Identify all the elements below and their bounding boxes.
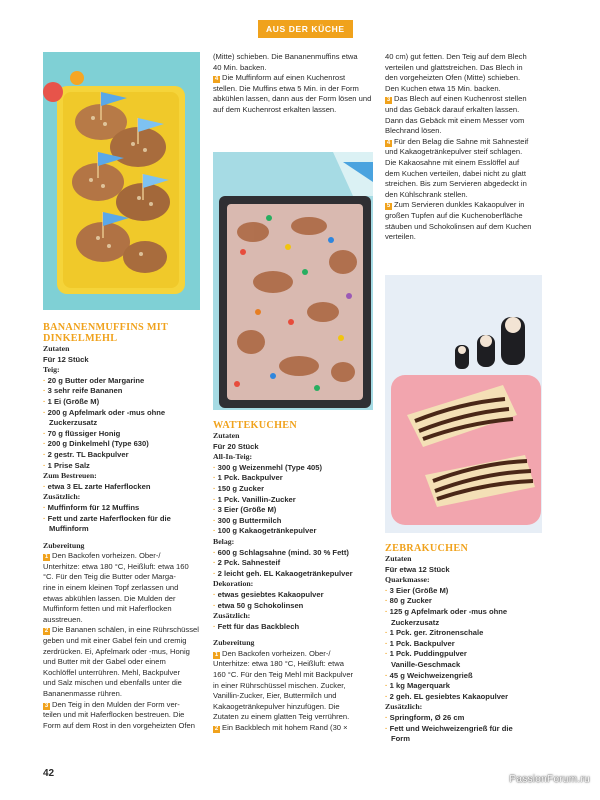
subheader: Zusätzlich: <box>213 611 251 621</box>
step-text-line: 3 Den Teig in den Mulden der Form ver- <box>44 699 180 709</box>
page-number: 42 <box>43 768 55 779</box>
bullet-dash: · <box>213 526 218 536</box>
ingredient-item: · Muffinform für 12 Muffins <box>43 502 140 512</box>
bullet-dash: · <box>43 481 48 491</box>
step-number-badge: 4 <box>386 139 391 146</box>
step-text-line: Zutaten zu einem glatten Teig verrühren. <box>213 712 350 722</box>
bullet-dash: · <box>43 513 48 523</box>
step-text-line: 4 Für den Belag die Sahne mit Sahnesteif <box>386 136 529 146</box>
column-2 <box>213 420 375 734</box>
subheader: Belag: <box>213 536 235 546</box>
ingredient-item: · 1 Pck. Backpulver <box>385 638 455 648</box>
step-text-line: und Kakaogetränkepulver steif schlagen. <box>385 147 523 157</box>
step-number-badge: 2 <box>214 726 219 733</box>
step-text-line: Kakaogetränkepulver hinzufügen. Die <box>213 701 340 711</box>
section-tag: AUS DER KÜCHE <box>258 20 353 38</box>
bullet-dash: · <box>385 596 390 606</box>
bullet-dash: · <box>385 638 390 648</box>
step-number-badge: 1 <box>214 651 219 658</box>
subheader: Teig: <box>43 365 60 375</box>
step-text-line: 1 Den Backofen vorheizen. Ober-/ <box>214 648 331 658</box>
bullet-dash: · <box>213 494 218 504</box>
bullet-dash: · <box>385 649 390 659</box>
bullet-dash: · <box>213 515 218 525</box>
step-text-line: rine in einem kleinen Topf zerlassen und <box>43 583 179 593</box>
bullet-dash: · <box>43 396 48 406</box>
step-text-line: verteilen. <box>385 232 416 242</box>
step-text-line: 2 Die Bananen schälen, in eine Rührschüssel <box>44 625 199 635</box>
step-number-badge: 5 <box>386 203 391 210</box>
step-text-line: 1 Den Backofen vorheizen. Ober-/ <box>44 551 161 561</box>
ingredient-item: · 1 Pck. Puddingpulver <box>385 649 467 659</box>
step-text-line: Unterhitze: etwa 180 °C, Heißluft: etwa <box>213 659 344 669</box>
recipe-title: DINKELMEHL <box>43 333 118 344</box>
ingredient-item: Zuckerzusatz <box>49 418 98 428</box>
ingredient-item: Form <box>391 734 410 744</box>
bullet-dash: · <box>213 558 218 568</box>
bullet-dash: · <box>43 449 48 459</box>
step-text-line: etwas abkühlen lassen. Die Mulden der <box>43 593 176 603</box>
ingredient-item: · 1 kg Magerquark <box>385 681 450 691</box>
step-text-line: (Mitte) schieben. Die Bananenmuffins etwa <box>213 52 358 61</box>
bullet-dash: · <box>385 681 390 691</box>
step-text-line: Die Kakaosahne mit einem Esslöffel auf <box>385 157 520 167</box>
wattekuchen-photo <box>213 152 373 410</box>
subheader: Zum Bestreuen: <box>43 471 97 481</box>
column-3 <box>385 543 545 745</box>
bullet-dash: · <box>43 386 48 396</box>
step-text-line: und das Gebäck darauf erkalten lassen. <box>385 104 520 114</box>
ingredient-item: · 2 leicht geh. EL Kakaogetränkepulver <box>213 568 353 578</box>
step-text-line: Form auf dem Rost in den vorgeheizten Ofen <box>43 720 195 730</box>
ingredient-item: · 70 g flüssiger Honig <box>43 428 121 438</box>
ingredient-item: · 2 Pck. Sahnesteif <box>213 558 281 568</box>
ingredient-item: · 100 g Kakaogetränkepulver <box>213 526 317 536</box>
recipe-title: BANANENMUFFINS MIT <box>43 322 169 333</box>
preparation-header: Zubereitung <box>43 540 85 550</box>
bullet-dash: · <box>43 502 48 512</box>
step-number-badge: 4 <box>214 76 219 83</box>
bullet-dash: · <box>213 600 218 610</box>
step-text-line: ausstreuen. <box>43 614 83 624</box>
step-text-line: teilen und mit Haferflocken bestreuen. Die <box>43 710 185 720</box>
bullet-dash: · <box>385 670 390 680</box>
step-text-line: 40 Min. backen. <box>213 62 267 72</box>
bullet-dash: · <box>213 462 218 472</box>
recipe-title: ZEBRAKUCHEN <box>385 543 469 554</box>
servings: Für 12 Stück <box>43 354 89 364</box>
bullet-dash: · <box>213 621 218 631</box>
step-text-line: auf dem Kuchenrost erkalten lassen. <box>213 104 337 114</box>
ingredients-header: Zutaten <box>43 344 70 353</box>
ingredients-header: Zutaten <box>385 554 412 563</box>
ingredient-item: · 1 Pck. Backpulver <box>213 473 283 483</box>
bullet-dash: · <box>213 473 218 483</box>
step-text-line: Blechrand lösen. <box>385 126 442 136</box>
step-text-line: 5 Zum Servieren dunkles Kakaopulver in <box>386 200 525 210</box>
ingredient-item: · 1 Pck. ger. Zitronenschale <box>385 628 484 638</box>
ingredient-item: · 1 Pck. Vanillin-Zucker <box>213 494 296 504</box>
step-text-line: 40 cm) gut fetten. Den Teig auf dem Blech <box>385 52 527 61</box>
step-text-line: und Butter mit der Gabel oder einem <box>43 657 166 667</box>
step-text-line: 4 Die Muffinform auf einen Kuchenrost <box>214 73 346 83</box>
step-number-badge: 3 <box>386 97 391 104</box>
step-text-line: geben und mit einer Gabel fein und cremig <box>43 636 187 646</box>
bullet-dash: · <box>385 606 390 616</box>
bullet-dash: · <box>213 589 218 599</box>
step-text-line: stäuben und Schokolinsen auf dem Kuchen <box>385 221 532 231</box>
step-number-badge: 3 <box>44 702 49 709</box>
ingredient-item: · Springform, Ø 26 cm <box>385 712 465 722</box>
ingredient-item: · Fett und zarte Haferflocken für die <box>43 513 171 523</box>
step-number-badge: 2 <box>44 628 49 635</box>
ingredient-item: · 1 Prise Salz <box>43 460 90 470</box>
ingredient-item: · 3 sehr reife Bananen <box>43 386 123 396</box>
step-text-line: Kochlöffel unterrühren. Mehl, Backpulver <box>43 667 181 677</box>
ingredient-item: · 150 g Zucker <box>213 483 265 493</box>
servings: Für etwa 12 Stück <box>385 564 450 574</box>
servings: Für 20 Stück <box>213 441 259 451</box>
ingredient-item: · 125 g Apfelmark oder -mus ohne <box>385 606 508 616</box>
bullet-dash: · <box>43 407 48 417</box>
bullet-dash: · <box>213 505 218 515</box>
step-text-line: in einer Rührschüssel mischen. Zucker, <box>213 680 346 690</box>
column-1 <box>43 322 201 731</box>
bullet-dash: · <box>385 628 390 638</box>
preparation-header: Zubereitung <box>213 638 255 648</box>
bullet-dash: · <box>213 483 218 493</box>
step-text-line: den Kühlschrank stellen. <box>385 189 468 199</box>
subheader: Zusätzlich: <box>385 702 423 712</box>
step-text-line: zerdrücken. Ei, Apfelmark oder -mus, Honig <box>43 646 190 656</box>
step-text-line: Dann das Gebäck mit einem Messer vom <box>385 115 525 125</box>
step-text-line: dem Kuchen verteilen, dabei nicht zu glatt <box>385 168 526 178</box>
ingredient-item: · 3 Eier (Größe M) <box>385 585 449 595</box>
ingredient-item: · etwas gesiebtes Kakaopulver <box>213 589 324 599</box>
bullet-dash: · <box>213 568 218 578</box>
bullet-dash: · <box>43 428 48 438</box>
step-text-line: stellen. Die Muffins etwa 5 Min. in der Form <box>213 83 359 93</box>
ingredients-header: Zutaten <box>213 431 240 440</box>
step-text-line: °C. Für den Teig die Butter oder Marga- <box>43 572 176 582</box>
ingredient-item: · 80 g Zucker <box>385 596 432 606</box>
step-text-line: abkühlen lassen, dann aus der Form lösen und <box>213 94 372 104</box>
bullet-dash: · <box>385 712 390 722</box>
step-text-line: Den Kuchen etwa 15 Min. backen. <box>385 83 501 93</box>
ingredient-item: · 200 g Apfelmark oder -mus ohne <box>43 407 166 417</box>
subheader: All-In-Teig: <box>213 452 253 462</box>
ingredient-item: · 1 Ei (Größe M) <box>43 396 100 406</box>
subheader: Dekoration: <box>213 579 254 589</box>
ingredient-item: · 300 g Buttermilch <box>213 515 282 525</box>
subheader: Quarkmasse: <box>385 575 430 585</box>
step-text-line: 2 Ein Backblech mit hohem Rand (30 × <box>214 723 348 733</box>
ingredient-item: · etwa 3 EL zarte Haferflocken <box>43 481 151 491</box>
bullet-dash: · <box>43 460 48 470</box>
ingredient-item: · 2 gestr. TL Backpulver <box>43 449 129 459</box>
step-text-line: Muffinform fetten und mit Haferflocken <box>43 604 172 614</box>
step-text-line: 160 °C. Für den Teig Mehl mit Backpulver <box>213 670 354 680</box>
ingredient-item: · 2 geh. EL gesiebtes Kakaopulver <box>385 691 509 701</box>
step-text-line: streichen. Bis zum Servieren abgedeckt in <box>385 179 527 189</box>
column-2-top <box>213 52 373 116</box>
subheader: Zusätzlich: <box>43 492 81 502</box>
ingredient-item: Vanille-Geschmack <box>391 659 461 669</box>
banana-muffin-photo <box>43 52 200 310</box>
step-number-badge: 1 <box>44 554 49 561</box>
ingredient-item: · 200 g Dinkelmehl (Type 630) <box>43 439 149 449</box>
step-text-line: Bananenmasse rühren. <box>43 689 122 698</box>
step-text-line: großen Tupfen auf die Kuchenoberfläche <box>385 210 523 220</box>
ingredient-item: Muffinform <box>49 524 89 534</box>
bullet-dash: · <box>385 691 390 701</box>
step-text-line: verteilen und glattstreichen. Das Blech in <box>385 62 523 72</box>
ingredient-item: · 600 g Schlagsahne (mind. 30 % Fett) <box>213 547 349 557</box>
step-text-line: und Salz mischen und ebenfalls unter die <box>43 678 182 688</box>
step-text-line: Unterhitze: etwa 180 °C, Heißluft: etwa 160 <box>43 561 189 571</box>
bullet-dash: · <box>213 547 218 557</box>
step-text-line: Vanillin-Zucker, Eier, Buttermilch und <box>213 691 337 701</box>
ingredient-item: Zuckerzusatz <box>391 617 440 627</box>
bullet-dash: · <box>385 585 390 595</box>
watermark: PassionForum.ru <box>509 774 590 785</box>
bullet-dash: · <box>385 723 390 733</box>
column-3-top <box>385 52 545 243</box>
bullet-dash: · <box>43 439 48 449</box>
ingredient-item: · Fett für das Backblech <box>213 621 300 631</box>
recipe-title: WATTEKUCHEN <box>213 420 298 431</box>
step-text-line: den vorgeheizten Ofen (Mitte) schieben. <box>385 73 521 83</box>
bullet-dash: · <box>43 375 48 385</box>
zebrakuchen-photo <box>385 275 542 533</box>
ingredient-item: · 45 g Weichweizengrieß <box>385 670 473 680</box>
ingredient-item: · 3 Eier (Größe M) <box>213 505 277 515</box>
ingredient-item: · etwa 50 g Schokolinsen <box>213 600 304 610</box>
ingredient-item: · 300 g Weizenmehl (Type 405) <box>213 462 323 472</box>
step-text-line: 3 Das Blech auf einen Kuchenrost stellen <box>386 94 527 104</box>
ingredient-item: · Fett und Weichweizengrieß für die <box>385 723 513 733</box>
ingredient-item: · 20 g Butter oder Margarine <box>43 375 145 385</box>
